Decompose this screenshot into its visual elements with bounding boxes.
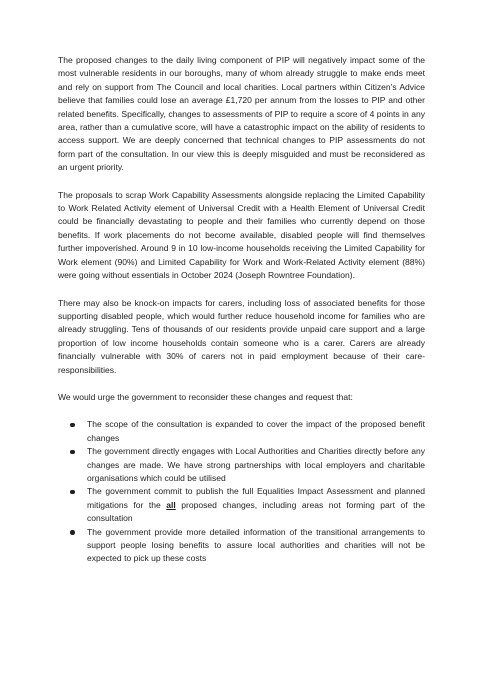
request-item-scope	[58, 418, 425, 445]
request-item-text: The government directly engages with Local Authorities and Charities directly before any changes are made. We have strong partnerships with local employers and charitable organisations which could be utilised	[87, 446, 425, 483]
paragraph-spacer	[58, 404, 425, 418]
paragraph-spacer	[58, 377, 425, 391]
request-list	[58, 418, 425, 565]
request-item-transitional	[58, 526, 425, 566]
request-item-equalities	[58, 485, 425, 525]
request-item-text: The government provide more detailed information of the transitional arrangements to support people losing benefits to assure local authorities and charities will not be expected to pick up these costs	[87, 526, 425, 564]
request-item-text: The scope of the consultation is expanded to cover the impact of the proposed benefit changes	[87, 419, 425, 443]
emphasis-all: all	[166, 499, 176, 510]
request-item-engagement	[58, 445, 425, 485]
request-item-text: proposed changes, including areas not forming part of the consultation	[87, 499, 425, 524]
paragraph-work-capability: The proposals to scrap Work Capability Assessments alongside replacing the Limited Capability to Work Related Activity element of Universal Credit with a Health Element of Universal Credit could be financially devastating to people and their families who currently depend on those benefits. If work placements do not become available, disabled people will find themselves further impoverished. Around 9 in 10 low-income households receiving the Limited Capability for Work element (90%) and Limited Capability for Work and Work-Related Activity element (88%) were going without essentials in October 2024 (Joseph Rowntree Foundation).	[58, 189, 425, 281]
paragraph-pip-impact: The proposed changes to the daily living component of PIP will negatively impact some of the most vulnerable residents in our boroughs, many of whom already struggle to make ends meet and rely on support from The Council and local charities. Local partners within Citizen’s Advice believe that families could lose an average £1,720 per annum from the losses to PIP and other related benefits. Specifically, changes to assessments of PIP to require a score of 4 points in any area, rather than a cumulative score, will have a catastrophic impact on the ability of residents to access support. We are deeply concerned that technical changes to PIP assessments do not form part of the consultation. In our view this is deeply misguided and must be reconsidered as an urgent priority.	[58, 55, 425, 173]
paragraph-spacer	[58, 283, 425, 297]
paragraph-carers: There may also be knock-on impacts for carers, including loss of associated benefits for those supporting disabled people, which would further reduce household income for families who are already struggling. Tens of thousands of our residents provide unpaid care support and a large proportion of low income households contain someone who is a carer. Carers are already financially vulnerable with 30% of carers not in paid employment because of their care-responsibilities.	[58, 297, 425, 375]
paragraph-spacer	[58, 175, 425, 189]
request-item-text: The government commit to publish the full Equalities Impact Assessment and planned mitigations for the	[87, 486, 425, 510]
paragraph-request-intro: We would urge the government to reconsider these changes and request that:	[58, 391, 353, 402]
